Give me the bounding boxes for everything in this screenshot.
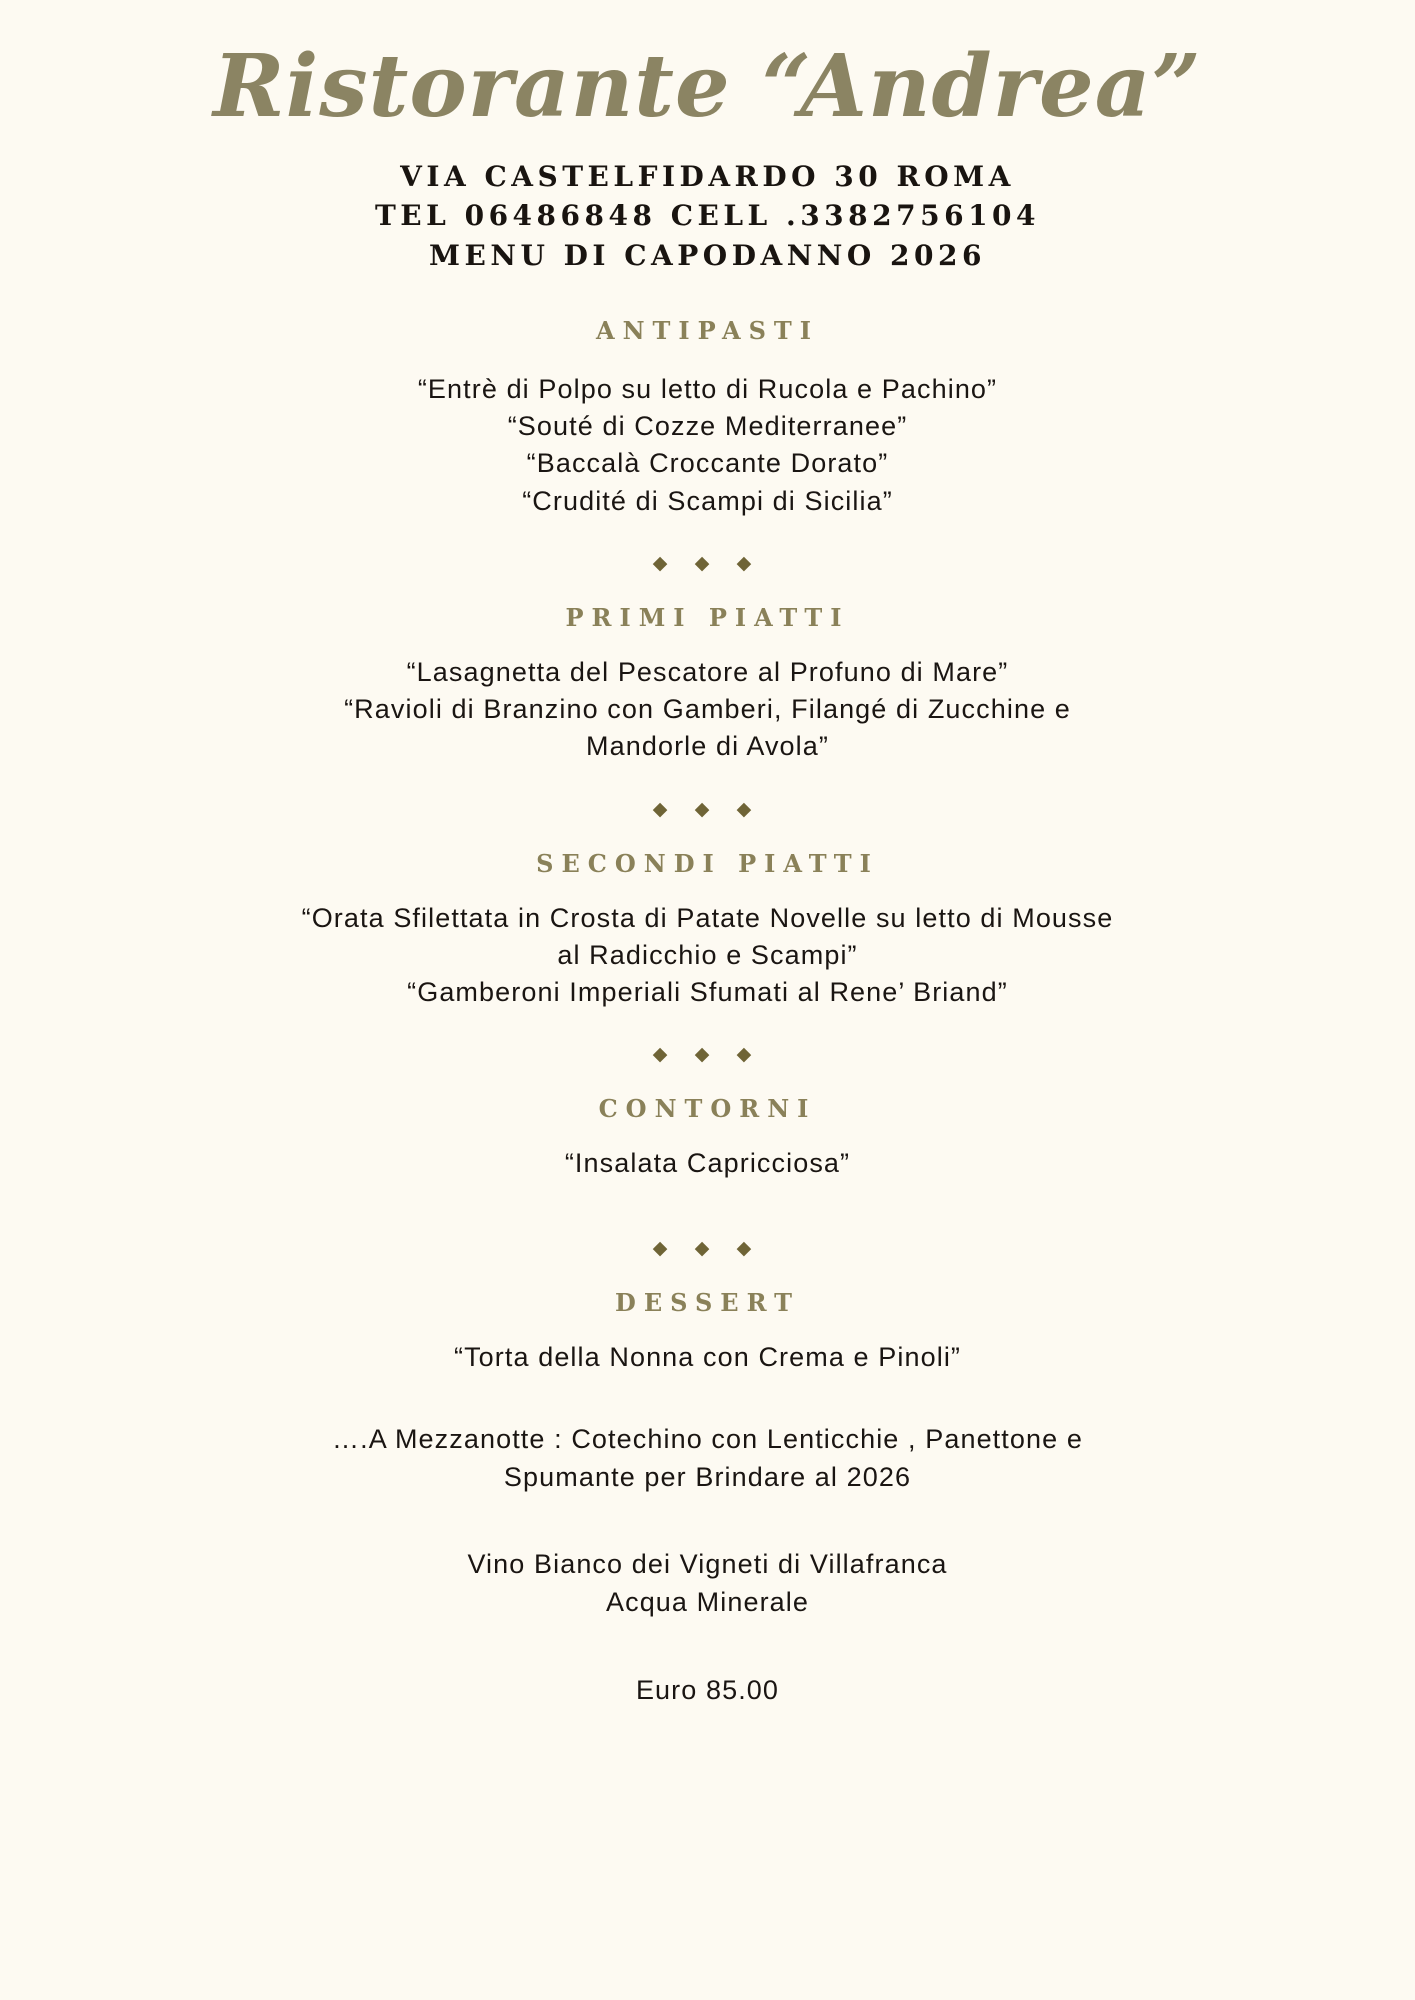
wine-line: Vino Bianco dei Vigneti di Villafranca bbox=[467, 1548, 948, 1579]
dish-item: “Insalata Capricciosa” bbox=[564, 1148, 851, 1179]
section-title: PRIMI PIATTI bbox=[565, 602, 850, 632]
section-title: SECONDI PIATTI bbox=[536, 848, 879, 878]
dish-item: “Entrè di Polpo su letto di Rucola e Pachino” bbox=[417, 373, 998, 404]
menu-body bbox=[0, 316, 1415, 1710]
section-secondi-piatti bbox=[0, 849, 1415, 1012]
midnight-note: ….A Mezzanotte : Cotechino con Lenticchie , Panettone e Spumante per Brindare al 2026 bbox=[332, 1423, 1083, 1493]
section-title: DESSERT bbox=[615, 1287, 800, 1317]
dish-item: “Torta della Nonna con Crema e Pinoli” bbox=[453, 1341, 962, 1372]
restaurant-name: Ristorante “Andrea” bbox=[213, 36, 1202, 137]
dish-item: “Souté di Cozze Mediterranee” bbox=[507, 411, 908, 442]
section-title: CONTORNI bbox=[598, 1094, 817, 1124]
menu-title: MENU DI CAPODANNO 2026 bbox=[429, 239, 986, 273]
section-dessert bbox=[0, 1288, 1415, 1376]
address-line: VIA CASTELFIDARDO 30 ROMA bbox=[400, 159, 1015, 193]
section-title: ANTIPASTI bbox=[596, 315, 819, 345]
diamond-divider-icon: ◆ ◆ ◆ bbox=[652, 552, 763, 574]
section-contorni bbox=[0, 1094, 1415, 1182]
dish-item: “Orata Sfilettata in Crosta di Patate Novelle su letto di Mousse al Radicchio e Scampi” bbox=[301, 902, 1114, 970]
diamond-divider-icon: ◆ ◆ ◆ bbox=[652, 798, 763, 820]
water-line: Acqua Minerale bbox=[605, 1586, 809, 1617]
menu-header bbox=[0, 36, 1415, 276]
dish-item: “Lasagnetta del Pescatore al Profuno di Mare” bbox=[406, 656, 1009, 687]
dish-item: “Baccalà Croccante Dorato” bbox=[526, 448, 889, 479]
dish-item: “Ravioli di Branzino con Gamberi, Filangé di Zucchine e Mandorle di Avola” bbox=[344, 694, 1071, 762]
price-line: Euro 85.00 bbox=[635, 1675, 780, 1706]
section-antipasti bbox=[0, 316, 1415, 520]
dish-item: “Crudité di Scampi di Sicilia” bbox=[522, 485, 893, 516]
diamond-divider-icon: ◆ ◆ ◆ bbox=[652, 1044, 763, 1066]
dish-item: “Gamberoni Imperiali Sfumati al Rene’ Briand” bbox=[407, 977, 1008, 1008]
diamond-divider-icon: ◆ ◆ ◆ bbox=[652, 1237, 763, 1259]
section-primi-piatti bbox=[0, 603, 1415, 766]
phone-line: TEL 06486848 CELL .3382756104 bbox=[374, 199, 1041, 233]
